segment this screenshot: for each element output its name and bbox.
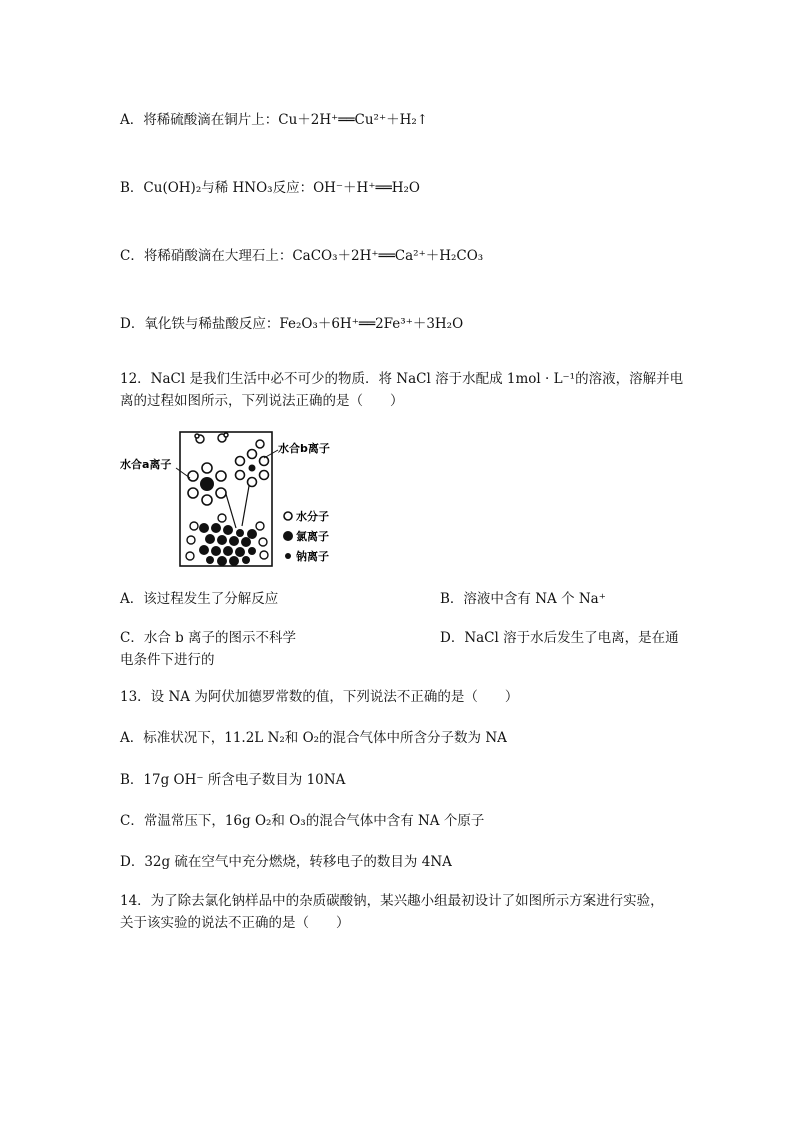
q11-option-b bbox=[120, 178, 420, 198]
q13-option-c: C．常温常压下，16g O₂和 O₃的混合气体中含有 NA 个原子 bbox=[120, 813, 485, 829]
legend-sodium-icon bbox=[285, 553, 291, 559]
legend-chloride-icon bbox=[283, 531, 293, 541]
q11-a-equation: Cu＋2H⁺══Cu²⁺＋H₂↑ bbox=[278, 112, 429, 128]
q11-b-text: B．Cu(OH)₂与稀 HNO₃反应： bbox=[120, 180, 314, 196]
q11-c-text: C．将稀硝酸滴在大理石上： bbox=[120, 248, 293, 264]
q11-option-c bbox=[120, 246, 483, 266]
q13-option-b: B．17g OH⁻ 所含电子数目为 10NA bbox=[120, 772, 346, 788]
q11-option-a bbox=[120, 110, 428, 130]
q11-option-d bbox=[120, 314, 463, 334]
legend-chloride: 氯离子 bbox=[296, 530, 329, 543]
q12-stem-line2: 离的过程如图所示，下列说法正确的是（ ） bbox=[120, 393, 404, 409]
q12-stem-line1: 12．NaCl 是我们生活中必不可少的物质．将 NaCl 溶于水配成 1mol · L⁻¹的溶液，溶解并电 bbox=[120, 371, 684, 387]
legend-sodium: 钠离子 bbox=[296, 550, 329, 563]
q12-option-c: C．水合 b 离子的图示不科学 bbox=[120, 630, 297, 646]
beaker-outline bbox=[180, 432, 272, 566]
q11-d-text: D．氧化铁与稀盐酸反应： bbox=[120, 316, 280, 332]
q14-stem-line1: 14．为了除去氯化钠样品中的杂质碳酸钠，某兴趣小组最初设计了如图所示方案进行实验， bbox=[120, 893, 664, 909]
q13-stem: 13．设 NA 为阿伏加德罗常数的值，下列说法不正确的是（ ） bbox=[120, 689, 519, 705]
label-hydrated-b: 水合b离子 bbox=[278, 442, 330, 455]
q12-option-b: B．溶液中含有 NA 个 Na⁺ bbox=[440, 591, 606, 607]
q11-a-text: A．将稀硫酸滴在铜片上： bbox=[120, 112, 279, 128]
legend-water: 水分子 bbox=[296, 510, 329, 523]
q12-option-a: A．该过程发生了分解反应 bbox=[120, 591, 279, 607]
q14-stem-line2: 关于该实验的说法不正确的是（ ） bbox=[120, 915, 350, 931]
q12-option-d-line1: D．NaCl 溶于水后发生了电离，是在通 bbox=[440, 630, 679, 646]
q11-d-equation: Fe₂O₃＋6H⁺══2Fe³⁺＋3H₂O bbox=[279, 316, 464, 332]
q13-option-a: A．标准状况下，11.2L N₂和 O₂的混合气体中所含分子数为 NA bbox=[120, 730, 507, 746]
q12-option-d-line2: 电条件下进行的 bbox=[120, 652, 215, 668]
q11-c-equation: CaCO₃＋2H⁺══Ca²⁺＋H₂CO₃ bbox=[292, 248, 484, 264]
q13-option-d: D．32g 硫在空气中充分燃烧，转移电子的数目为 4NA bbox=[120, 854, 452, 870]
q11-b-equation: OH⁻＋H⁺══H₂O bbox=[313, 180, 420, 196]
nacl-dissolution-figure bbox=[118, 430, 340, 570]
label-hydrated-a: 水合a离子 bbox=[120, 458, 172, 471]
legend-water-icon bbox=[284, 512, 292, 520]
